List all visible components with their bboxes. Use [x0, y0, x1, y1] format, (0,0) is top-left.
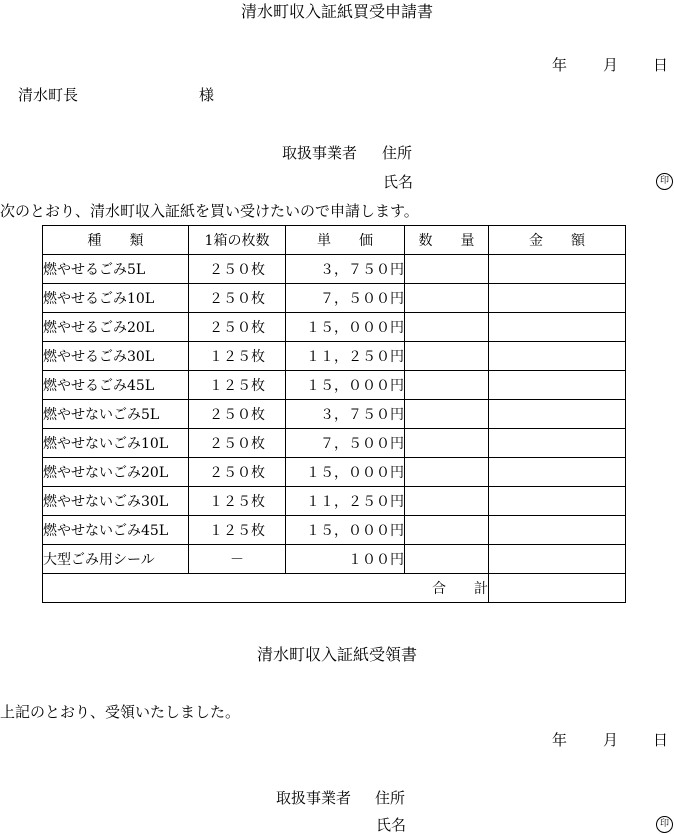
receipt-address-label: 住所: [375, 789, 406, 807]
row-unit-price: ７，５００円: [286, 429, 405, 458]
receipt-date-year: 年: [552, 731, 568, 749]
row-kind: 燃やせないごみ20L: [43, 458, 189, 487]
table-header-row: [43, 226, 626, 255]
row-kind: 燃やせるごみ20L: [43, 313, 189, 342]
receipt-date: [0, 733, 674, 751]
stamp-order-table: [42, 225, 626, 603]
row-quantity-cell[interactable]: [405, 458, 489, 487]
addressee-name: 清水町長: [18, 86, 79, 104]
table-row: [43, 255, 626, 284]
row-amount-cell[interactable]: [489, 255, 626, 284]
row-kind: 大型ごみ用シール: [43, 545, 189, 574]
row-quantity-cell[interactable]: [405, 313, 489, 342]
row-quantity-cell[interactable]: [405, 255, 489, 284]
row-unit-price: １５，０００円: [286, 516, 405, 545]
row-per-box: ２５０枚: [189, 284, 286, 313]
table-row: [43, 342, 626, 371]
header-quantity: 数 量: [405, 226, 489, 255]
row-quantity-cell[interactable]: [405, 545, 489, 574]
row-amount-cell[interactable]: [489, 545, 626, 574]
row-amount-cell[interactable]: [489, 400, 626, 429]
row-amount-cell[interactable]: [489, 487, 626, 516]
row-kind: 燃やせるごみ45L: [43, 371, 189, 400]
receipt-applicant-label: 取扱事業者: [276, 789, 352, 807]
row-per-box: １２５枚: [189, 342, 286, 371]
table-row: [43, 371, 626, 400]
receipt-date-month: 月: [603, 731, 619, 749]
row-quantity-cell[interactable]: [405, 429, 489, 458]
total-label: 合 計: [43, 574, 489, 603]
header-per-box: 1箱の枚数: [189, 226, 286, 255]
receipt-seal-mark: 印: [656, 816, 673, 833]
row-amount-cell[interactable]: [489, 371, 626, 400]
row-kind: 燃やせるごみ30L: [43, 342, 189, 371]
date-year: 年: [552, 56, 568, 74]
row-unit-price: １１，２５０円: [286, 342, 405, 371]
row-unit-price: １５，０００円: [286, 313, 405, 342]
header-kind: 種 類: [43, 226, 189, 255]
row-amount-cell[interactable]: [489, 342, 626, 371]
row-amount-cell[interactable]: [489, 458, 626, 487]
table-row: [43, 516, 626, 545]
row-quantity-cell[interactable]: [405, 487, 489, 516]
receipt-name-label: 氏名: [376, 816, 407, 834]
row-per-box: ２５０枚: [189, 313, 286, 342]
table-row: [43, 487, 626, 516]
page-title: 清水町収入証紙買受申請書: [240, 2, 433, 21]
row-kind: 燃やせるごみ10L: [43, 284, 189, 313]
row-unit-price: ３，７５０円: [286, 400, 405, 429]
row-unit-price: １００円: [286, 545, 405, 574]
row-quantity-cell[interactable]: [405, 284, 489, 313]
table-row: [43, 429, 626, 458]
row-kind: 燃やせないごみ10L: [43, 429, 189, 458]
row-unit-price: ７，５００円: [286, 284, 405, 313]
row-per-box: １２５枚: [189, 516, 286, 545]
total-amount-cell[interactable]: [489, 574, 626, 603]
header-amount: 金 額: [489, 226, 626, 255]
receipt-date-day: 日: [653, 731, 669, 749]
row-kind: 燃やせないごみ5L: [43, 400, 189, 429]
row-per-box: ２５０枚: [189, 400, 286, 429]
addressee-honorific: 様: [199, 86, 215, 104]
receipt-title: 清水町収入証紙受領書: [256, 645, 417, 664]
applicant-label: 取扱事業者: [282, 144, 358, 162]
row-unit-price: １１，２５０円: [286, 487, 405, 516]
row-amount-cell[interactable]: [489, 429, 626, 458]
row-quantity-cell[interactable]: [405, 516, 489, 545]
row-amount-cell[interactable]: [489, 313, 626, 342]
row-kind: 燃やせないごみ30L: [43, 487, 189, 516]
table-row: [43, 545, 626, 574]
table-row: [43, 313, 626, 342]
seal-mark: 印: [656, 173, 673, 190]
table-row: [43, 400, 626, 429]
row-unit-price: ３，７５０円: [286, 255, 405, 284]
row-per-box: ２５０枚: [189, 458, 286, 487]
date-month: 月: [603, 56, 619, 74]
row-per-box: ２５０枚: [189, 255, 286, 284]
header-unit-price: 単 価: [286, 226, 405, 255]
application-intro: 次のとおり、清水町収入証紙を買い受けたいので申請します。: [0, 202, 419, 220]
row-kind: 燃やせるごみ5L: [43, 255, 189, 284]
row-per-box: －: [189, 545, 286, 574]
applicant-address-label: 住所: [382, 144, 413, 162]
row-quantity-cell[interactable]: [405, 400, 489, 429]
row-kind: 燃やせないごみ45L: [43, 516, 189, 545]
receipt-statement: 上記のとおり、受領いたしました。: [0, 703, 241, 721]
row-quantity-cell[interactable]: [405, 371, 489, 400]
total-row: [43, 574, 626, 603]
table-row: [43, 458, 626, 487]
row-per-box: ２５０枚: [189, 429, 286, 458]
date-day: 日: [653, 56, 669, 74]
row-per-box: １２５枚: [189, 371, 286, 400]
row-quantity-cell[interactable]: [405, 342, 489, 371]
row-amount-cell[interactable]: [489, 516, 626, 545]
row-amount-cell[interactable]: [489, 284, 626, 313]
row-unit-price: １５，０００円: [286, 458, 405, 487]
row-per-box: １２５枚: [189, 487, 286, 516]
application-date: [0, 58, 674, 76]
row-unit-price: １５，０００円: [286, 371, 405, 400]
table-row: [43, 284, 626, 313]
applicant-name-label: 氏名: [383, 173, 414, 191]
